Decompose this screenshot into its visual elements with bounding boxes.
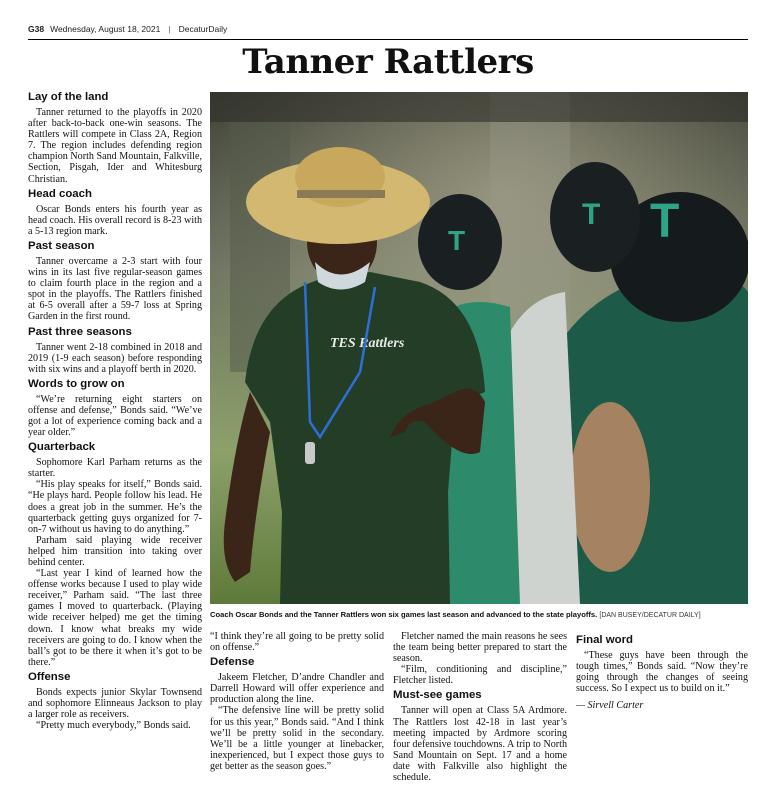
caption-text: Coach Oscar Bonds and the Tanner Rattlers won six games last season and advanced to the state playoffs. [210,610,598,619]
helmet-letter-back: T [448,225,466,256]
article-column-bottom-1 [210,631,384,772]
heading-quarterback: Quarterback [28,441,96,454]
paragraph: Tanner went 2-18 combined in 2018 and 2019 (1-9 each season) before responding with six wins and a playoff berth in 2020. [28,341,202,375]
paragraph: “I think they’re all going to be pretty solid on offense.” [210,631,384,654]
page-header [28,22,748,40]
heading-lay-of-the-land: Lay of the land [28,91,109,103]
paragraph: Oscar Bonds enters his fourth year as head coach. His overall record is 8-23 with a 5-13 region mark. [28,203,202,237]
heading-head-coach: Head coach [28,187,92,200]
article-column-bottom-3 [576,631,748,711]
article-column-bottom-2 [393,631,567,783]
page-number: G38 [28,23,45,34]
paragraph: “Film, conditioning and discipline,” Fletcher listed. [393,664,567,687]
paragraph: Fletcher named the main reasons he sees the team being better prepared to start the season. [393,631,567,665]
page-title: Tanner Rattlers [242,42,534,82]
paragraph: Bonds expects junior Skylar Townsend and sophomore Elinneaus Jackson to play a larger role as receivers. [28,686,202,721]
heading-past-season: Past season [28,239,95,252]
paragraph: Tanner will open at Class 5A Ardmore. The Rattlers lost 42-18 in last year’s meeting impacted by Ardmore scoring four defensive touchdowns. A trip to North Sand Mountain on Sept. 17 and a home date with Falkville also highlight the schedule. [393,705,567,784]
paragraph: Sophomore Karl Parham returns as the starter. [28,457,202,480]
heading-defense: Defense [210,656,255,669]
helmet-letter-large: T [650,195,680,248]
byline-signature: — Sirvell Carter [576,700,644,712]
helmet-letter-mid: T [582,198,601,231]
paragraph: “Pretty much everybody,” Bonds said. [36,720,191,732]
team-photo [210,92,748,604]
photo-credit: [DAN BUSEY/DECATUR DAILY] [599,612,701,619]
heading-must-see-games: Must-see games [393,689,482,702]
heading-final-word: Final word [576,634,633,646]
paragraph: “The defensive line will be pretty solid for us this year,” Bonds said. “And I think we’ll be pretty solid in the secondary. We’ll be a little younger at linebacker, inexperienced, but I expect those guys to get better as the season goes.” [210,705,384,772]
article-column-left [28,88,202,731]
heading-offense: Offense [28,670,71,683]
paragraph: Tanner returned to the playoffs in 2020 after back-to-back one-win seasons. The Rattlers will compete in Class 2A, Region 7. The region includes defending region champion North Sand Mountain, Falkville, Section, Pisgah, Ider and Whitesburg Christian. [28,107,202,185]
paragraph: “His play speaks for itself,” Bonds said. “He plays hard. People follow his lead. He does a great job in the summer. He’s the quarterback getting guys organized for 7-on-7 without us having to do anything.” [28,479,202,535]
heading-past-three-seasons: Past three seasons [28,325,132,338]
issue-date: Wednesday, August 18, 2021 [50,23,161,34]
paragraph: “We’re returning eight starters on offense and defense,” Bonds said. “We’ve got a lot of experience coming back and a year older.” [28,393,202,439]
paragraph: Tanner overcame a 2-3 start with four wins in its last five regular-season games to claim fourth place in the region and a spot in the playoffs. The Rattlers finished at 6-5 overall after a 59-7 loss at Spring Garden in the first round. [28,255,202,323]
paragraph: “These guys have been through the tough times,” Bonds said. “Now they’re going through the changes of seeing success. So I expect us to build on it.” [576,650,748,695]
shirt-logo-text: TES Rattlers [330,336,405,351]
paragraph: Jakeem Fletcher, D’andre Chandler and Darrell Howard will offer experience and production along the line. [210,672,384,706]
photo-caption [210,610,748,621]
paragraph: “Last year I kind of learned how the offense works because I used to play wide receiver,” Parham said. “The last three games I moved to quarterback. (Playing wide receiver helped) me get the timing down. I know what breaks my wide receivers are going to do. I know when the ball’s got to be there it when it’s got to be there.” [28,568,202,668]
header-separator: | [168,23,171,34]
heading-words-to-grow-on: Words to grow on [28,377,125,390]
paragraph: Parham said playing wide receiver helped him transition into taking over behind center. [28,534,202,568]
publication-name: DecaturDaily [178,23,228,34]
